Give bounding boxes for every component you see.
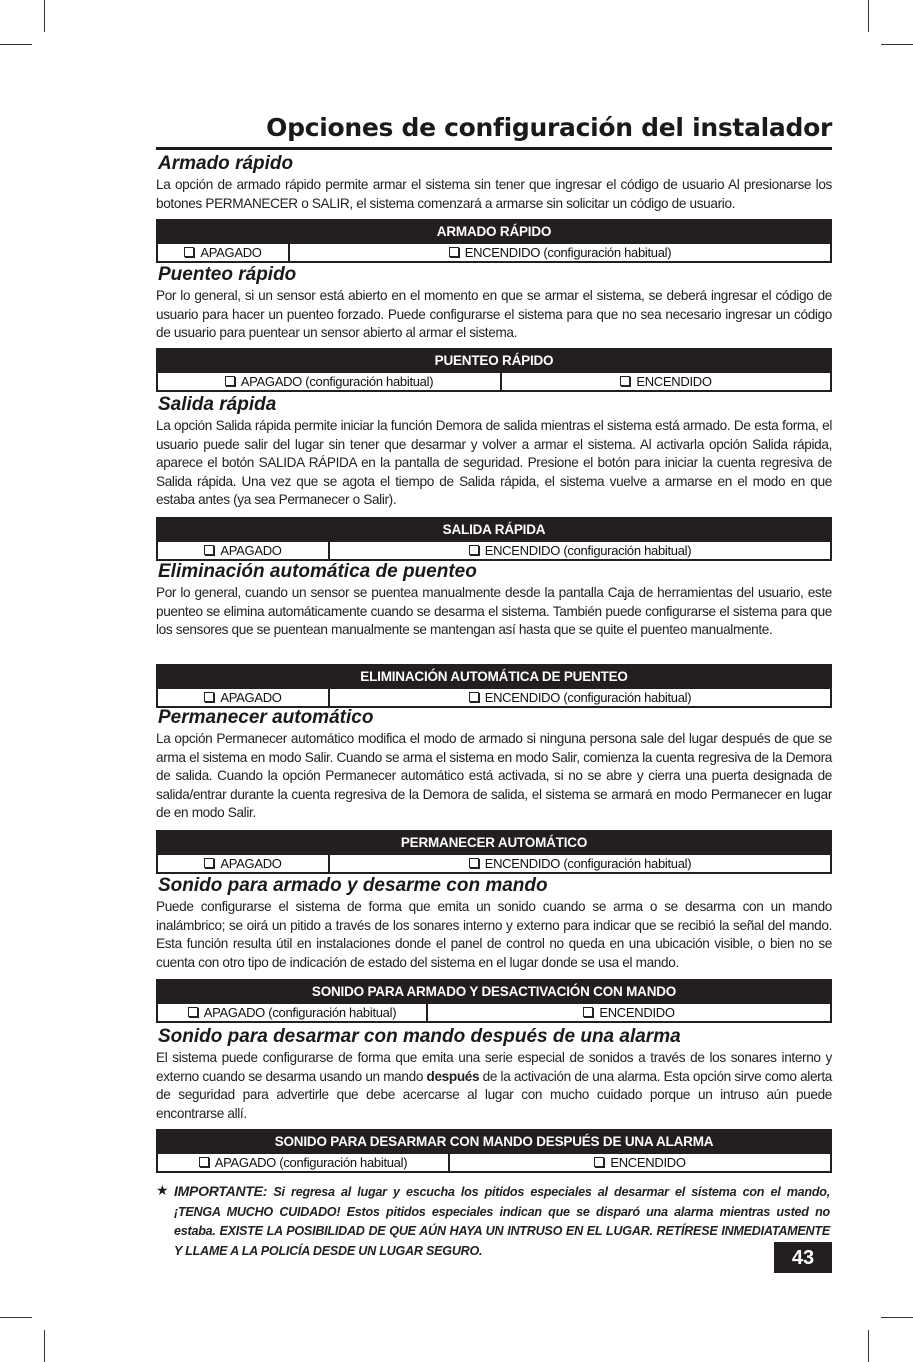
- option-table: [156, 219, 832, 263]
- option-on[interactable]: ENCENDIDO (configuración habitual): [330, 542, 830, 559]
- checkbox-icon: [204, 692, 214, 702]
- section-sonido-armado-desarme: [156, 876, 832, 972]
- option-on[interactable]: ENCENDIDO: [502, 373, 830, 390]
- option-table-header: SALIDA RÁPIDA: [156, 517, 832, 542]
- section-heading: Salida rápida: [158, 394, 277, 415]
- section-eliminacion-automatica: [156, 562, 832, 640]
- star-icon: ★: [156, 1182, 169, 1198]
- checkbox-icon: [225, 376, 235, 386]
- section-heading: Puenteo rápido: [158, 264, 297, 285]
- checkbox-icon: [469, 545, 479, 555]
- crop-mark: [44, 0, 45, 32]
- section-puenteo-rapido: [156, 265, 832, 343]
- option-row: [156, 373, 832, 392]
- checkbox-icon: [204, 545, 214, 555]
- section-salida-rapida: [156, 395, 832, 510]
- section-heading: Eliminación automática de puenteo: [158, 561, 477, 582]
- section-permanecer-automatico: [156, 708, 832, 823]
- option-table: [156, 830, 832, 874]
- option-off[interactable]: APAGADO: [158, 244, 288, 261]
- section-armado-rapido: [156, 154, 832, 213]
- option-table: [156, 348, 832, 392]
- checkbox-icon: [184, 247, 194, 257]
- checkbox-icon: [594, 1157, 604, 1167]
- option-off[interactable]: APAGADO: [158, 855, 328, 872]
- crop-mark: [868, 1330, 869, 1362]
- option-off[interactable]: APAGADO: [158, 542, 328, 559]
- section-body: La opción Salida rápida permite iniciar la función Demora de salida mientras el sistema está armado. De esta forma, el usuario puede salir del lugar sin tener que desarmar y volver a armar el sistema. Al activarla opción Salida rápida, aparece el botón SALIDA RÁPIDA en la pantalla de seguridad. Presione el botón para iniciar la cuenta regresiva de Salida rápida. Una vez que se agota el tiempo de Salida rápida, el sistema vuelve a armarse en el modo en que estaba antes (ya sea Permanecer o Salir).: [156, 418, 832, 508]
- crop-mark: [881, 44, 913, 45]
- page-title: Opciones de configuración del instalador: [266, 113, 832, 142]
- option-on[interactable]: ENCENDIDO (configuración habitual): [290, 244, 830, 261]
- option-row: [156, 689, 832, 708]
- option-table: [156, 979, 832, 1023]
- crop-mark: [0, 1317, 32, 1318]
- section-body: Puede configurarse el sistema de forma que emita un sonido cuando se arma o se desarma con un mando inalámbrico; se oirá un pitido a través de los sonares interno y externo para indicar que se recibió la señal del mando. Esta función resulta útil en instalaciones donde el panel de control no queda en una ubicación visible, o bien no se cuenta con otro tipo de indicación de estado del sistema en el lugar donde se usa el mando.: [156, 899, 832, 970]
- option-row: [156, 1004, 832, 1023]
- important-note-text: IMPORTANTE: Si regresa al lugar y escucha los pitidos especiales al desarmar el sistema con el mando, ¡TENGA MUCHO CUIDADO! Estos pitidos especiales indican que se disparó una alarma mientras usted no estaba. EXISTE LA POSIBILIDAD DE QUE AÚN HAYA UN INTRUSO EN EL LUGAR. RETÍRESE INMEDIATAMENTE Y LLAME A LA POLICÍA DESDE UN LUGAR SEGURO.: [174, 1183, 830, 1258]
- option-row: [156, 1154, 832, 1173]
- checkbox-icon: [469, 692, 479, 702]
- checkbox-icon: [620, 376, 630, 386]
- checkbox-icon: [469, 858, 479, 868]
- section-heading: Sonido para armado y desarme con mando: [158, 875, 548, 896]
- crop-mark: [0, 44, 32, 45]
- option-on[interactable]: ENCENDIDO: [428, 1004, 830, 1021]
- crop-mark: [44, 1330, 45, 1362]
- option-table: [156, 517, 832, 561]
- important-label: IMPORTANTE:: [174, 1183, 268, 1199]
- section-heading: Sonido para desarmar con mando después de una alarma: [158, 1026, 681, 1047]
- section-body: El sistema puede configurarse de forma que emita una serie especial de sonidos a través de los sonares interno y externo cuando se desarma usando un mando después de la activación de una alarma. Esta opción sirve como alerta de seguridad para advertirle que debe acercarse al lugar con mucho cuidado porque un intruso aún puede encontrarse allí.: [156, 1050, 832, 1121]
- checkbox-icon: [583, 1007, 593, 1017]
- section-heading: Permanecer automático: [158, 707, 374, 728]
- section-heading: Armado rápido: [158, 153, 294, 174]
- section-body: La opción Permanecer automático modifica el modo de armado si ninguna persona sale del lugar después de que se arma el sistema en modo Salir. Cuando se arma el sistema en modo Salir, comienza la cuenta regresiva de la Demora de salida. Cuando la opción Permanecer automático está activada, si no se abre y cierra una puerta designada de salida/entrar durante la cuenta regresiva de la Demora de salida, el sistema se armará en modo Permanecer en lugar de en modo Salir.: [156, 731, 832, 821]
- crop-mark: [868, 0, 869, 32]
- option-row: [156, 855, 832, 874]
- option-off[interactable]: APAGADO (configuración habitual): [158, 1154, 448, 1171]
- option-row: [156, 542, 832, 561]
- option-table: [156, 1129, 832, 1173]
- option-on[interactable]: ENCENDIDO: [450, 1154, 830, 1171]
- option-table-header: PUENTEO RÁPIDO: [156, 348, 832, 373]
- option-on[interactable]: ENCENDIDO (configuración habitual): [330, 689, 830, 706]
- page-number: 43: [774, 1242, 832, 1273]
- option-table-header: ELIMINACIÓN AUTOMÁTICA DE PUENTEO: [156, 664, 832, 689]
- option-off[interactable]: APAGADO: [158, 689, 328, 706]
- section-sonido-despues-alarma: [156, 1027, 832, 1123]
- option-table-header: SONIDO PARA DESARMAR CON MANDO DESPUÉS DE UNA ALARMA: [156, 1129, 832, 1154]
- section-body: Por lo general, cuando un sensor se puentea manualmente desde la pantalla Caja de herramientas del usuario, este puenteo se elimina automáticamente cuando se desarma el sistema. También puede configurarse el sistema para que los sensores que se puentean manualmente se mantengan así hasta que se quite el puenteo manualmente.: [156, 585, 832, 638]
- checkbox-icon: [449, 247, 459, 257]
- option-table: [156, 664, 832, 708]
- checkbox-icon: [204, 858, 214, 868]
- option-off[interactable]: APAGADO (configuración habitual): [158, 373, 500, 390]
- checkbox-icon: [188, 1007, 198, 1017]
- option-off[interactable]: APAGADO (configuración habitual): [158, 1004, 426, 1021]
- option-on[interactable]: ENCENDIDO (configuración habitual): [330, 855, 830, 872]
- option-table-header: SONIDO PARA ARMADO Y DESACTIVACIÓN CON MANDO: [156, 979, 832, 1004]
- title-rule: [156, 147, 832, 150]
- crop-mark: [881, 1317, 913, 1318]
- checkbox-icon: [199, 1157, 209, 1167]
- option-table-header: PERMANECER AUTOMÁTICO: [156, 830, 832, 855]
- option-row: [156, 244, 832, 263]
- section-body: La opción de armado rápido permite armar el sistema sin tener que ingresar el código de usuario Al presionarse los botones PERMANECER o SALIR, el sistema comenzará a armarse sin solicitar un código de usuario.: [156, 177, 832, 211]
- option-table-header: ARMADO RÁPIDO: [156, 219, 832, 244]
- section-body: Por lo general, si un sensor está abierto en el momento en que se armar el sistema, se deberá ingresar el código de usuario para hacer un puenteo forzado. Puede configurarse el sistema para que no sea necesario ingresar un código de usuario para puentear un sensor abierto al armar el sistema.: [156, 288, 832, 341]
